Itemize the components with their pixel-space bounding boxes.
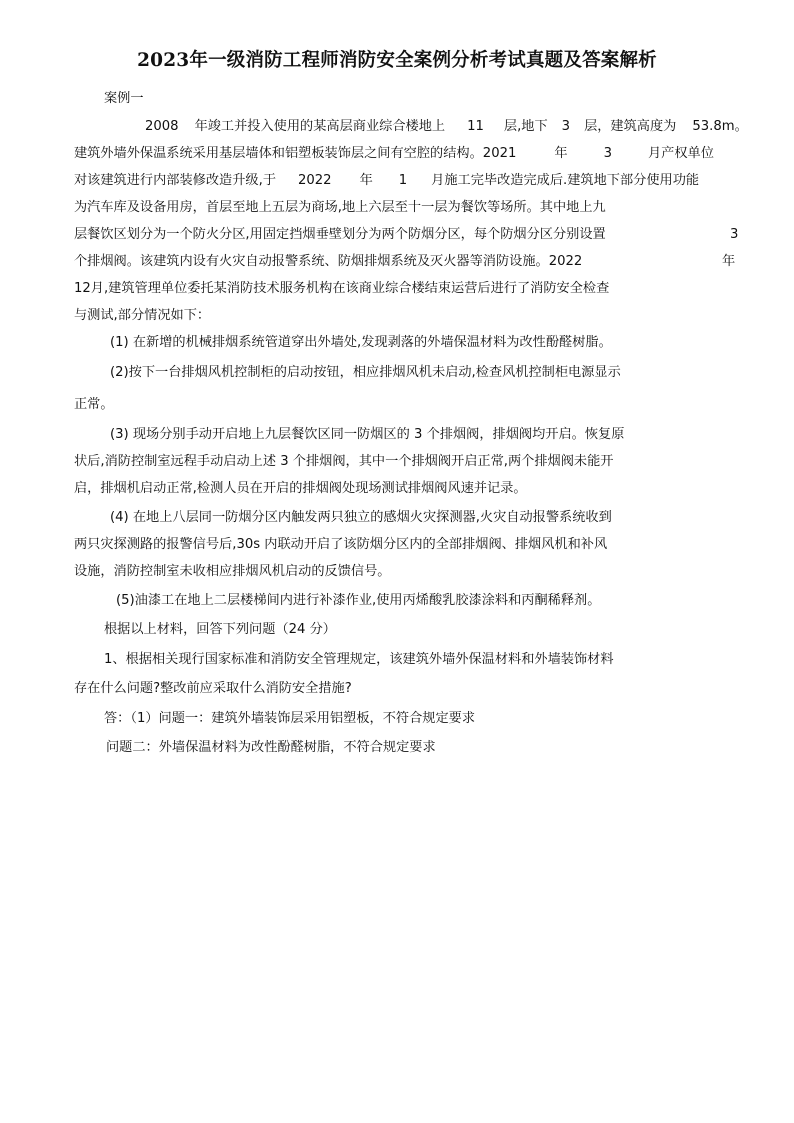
para1-l1-s2: 11 [467,119,484,134]
para1-line5-num: 3 [730,227,739,242]
para1-line2 [74,147,714,160]
para1-l6-s0: 个排烟阀。该建筑内设有火灾自动报警系统、防烟排烟系统及灭火器等消防设施。2022 [74,254,583,269]
para1-line7: 12月,建筑管理单位委托某消防技术服务机构在该商业综合楼结束运营后进行了消防安全检查 [74,281,610,296]
para1-l1-s4: 3 [561,119,571,134]
page-title: 2023年一级消防工程师消防安全案例分析考试真题及答案解析 [137,50,657,71]
question-1-line2: 存在什么问题?整改前应采取什么消防安全措施? [74,681,352,696]
item-1: (1) 在新增的机械排烟系统管道穿出外墙处,发现剥落的外墙保温材料为改性酚醛树脂。 [110,335,612,350]
para1-l1-s5: 层，建筑高度为 [584,119,677,134]
para1-l1-s3: 层,地下 [503,119,548,134]
para1-line8: 与测试,部分情况如下： [74,308,211,323]
item-5: (5)油漆工在地上二层楼梯间内进行补漆作业,使用丙烯酸乳胶漆涂料和丙酮稀释剂。 [116,593,601,608]
item-2-line1: (2)按下一台排烟风机控制柜的启动按钮，相应排烟风机未启动,检查风机控制柜电源显示 [110,365,621,380]
answer-line2: 问题二：外墙保温材料为改性酚醛树脂，不符合规定要求 [106,740,436,755]
question-1-line1: 1、根据相关现行国家标准和消防安全管理规定，该建筑外墙外保温材料和外墙装饰材料 [104,652,614,667]
para1-l2-s3: 月产权单位 [647,146,714,161]
answer-line1: 答：（1）问题一：建筑外墙装饰层采用铝塑板，不符合规定要求 [104,711,476,726]
para1-l3-s1: 2022 [298,173,332,188]
case-label: 案例一 [104,91,144,106]
para1-l3-s0: 对该建筑进行内部装修改造升级,于 [74,173,277,188]
para1-l1-s6: 53.8m。 [692,119,748,134]
para1-line6 [74,255,582,268]
item-4-line1: (4) 在地上八层同一防烟分区内触发两只独立的感烟火灾探测器,火灾自动报警系统收到 [110,510,612,525]
para1-l5-s0: 层餐饮区划分为一个防火分区,用固定挡烟垂壁划分为两个防烟分区，每个防烟分区分别设置 [74,227,606,242]
para1-l2-s1: 年 [554,146,568,161]
item-3-line1: (3) 现场分别手动开启地上九层餐饮区同一防烟区的 3 个排烟阀，排烟阀均开启。恢复原 [110,427,625,442]
item-3-line2: 状后,消防控制室远程手动启动上述 3 个排烟阀，其中一个排烟阀开启正常,两个排烟阀未能开 [74,454,614,469]
para1-l1-s1: 年竣工并投入使用的某高层商业综合楼地上 [194,119,446,134]
para1-l3-s3: 1 [398,173,408,188]
para1-line1 [145,120,748,133]
para1-line6-year: 年 [722,254,736,269]
para1-l3-s4: 月施工完毕改造完成后.建筑地下部分使用功能 [431,173,700,188]
item-4-line2: 两只灾探测路的报警信号后,30s 内联动开启了该防烟分区内的全部排烟阀、排烟风机和补风 [74,537,608,552]
para1-l1-s0: 2008 [145,119,179,134]
item-4-line3: 设施，消防控制室未收相应排烟风机启动的反馈信号。 [74,564,391,579]
para1-line3 [74,174,699,187]
question-prompt: 根据以上材料，回答下列问题（24 分） [104,622,336,637]
para1-line5 [74,228,606,241]
para1-l2-s0: 建筑外墙外保温系统采用基层墙体和铝塑板装饰层之间有空腔的结构。2021 [74,146,517,161]
para1-l2-s2: 3 [603,146,612,161]
item-3-line3: 启，排烟机启动正常,检测人员在开启的排烟阀处现场测试排烟阀风速并记录。 [74,481,527,496]
para1-line4: 为汽车库及设备用房，首层至地上五层为商场,地上六层至十一层为餐饮等场所。其中地上九 [74,200,606,215]
item-2-line2: 正常。 [74,397,114,412]
para1-l3-s2: 年 [359,173,373,188]
